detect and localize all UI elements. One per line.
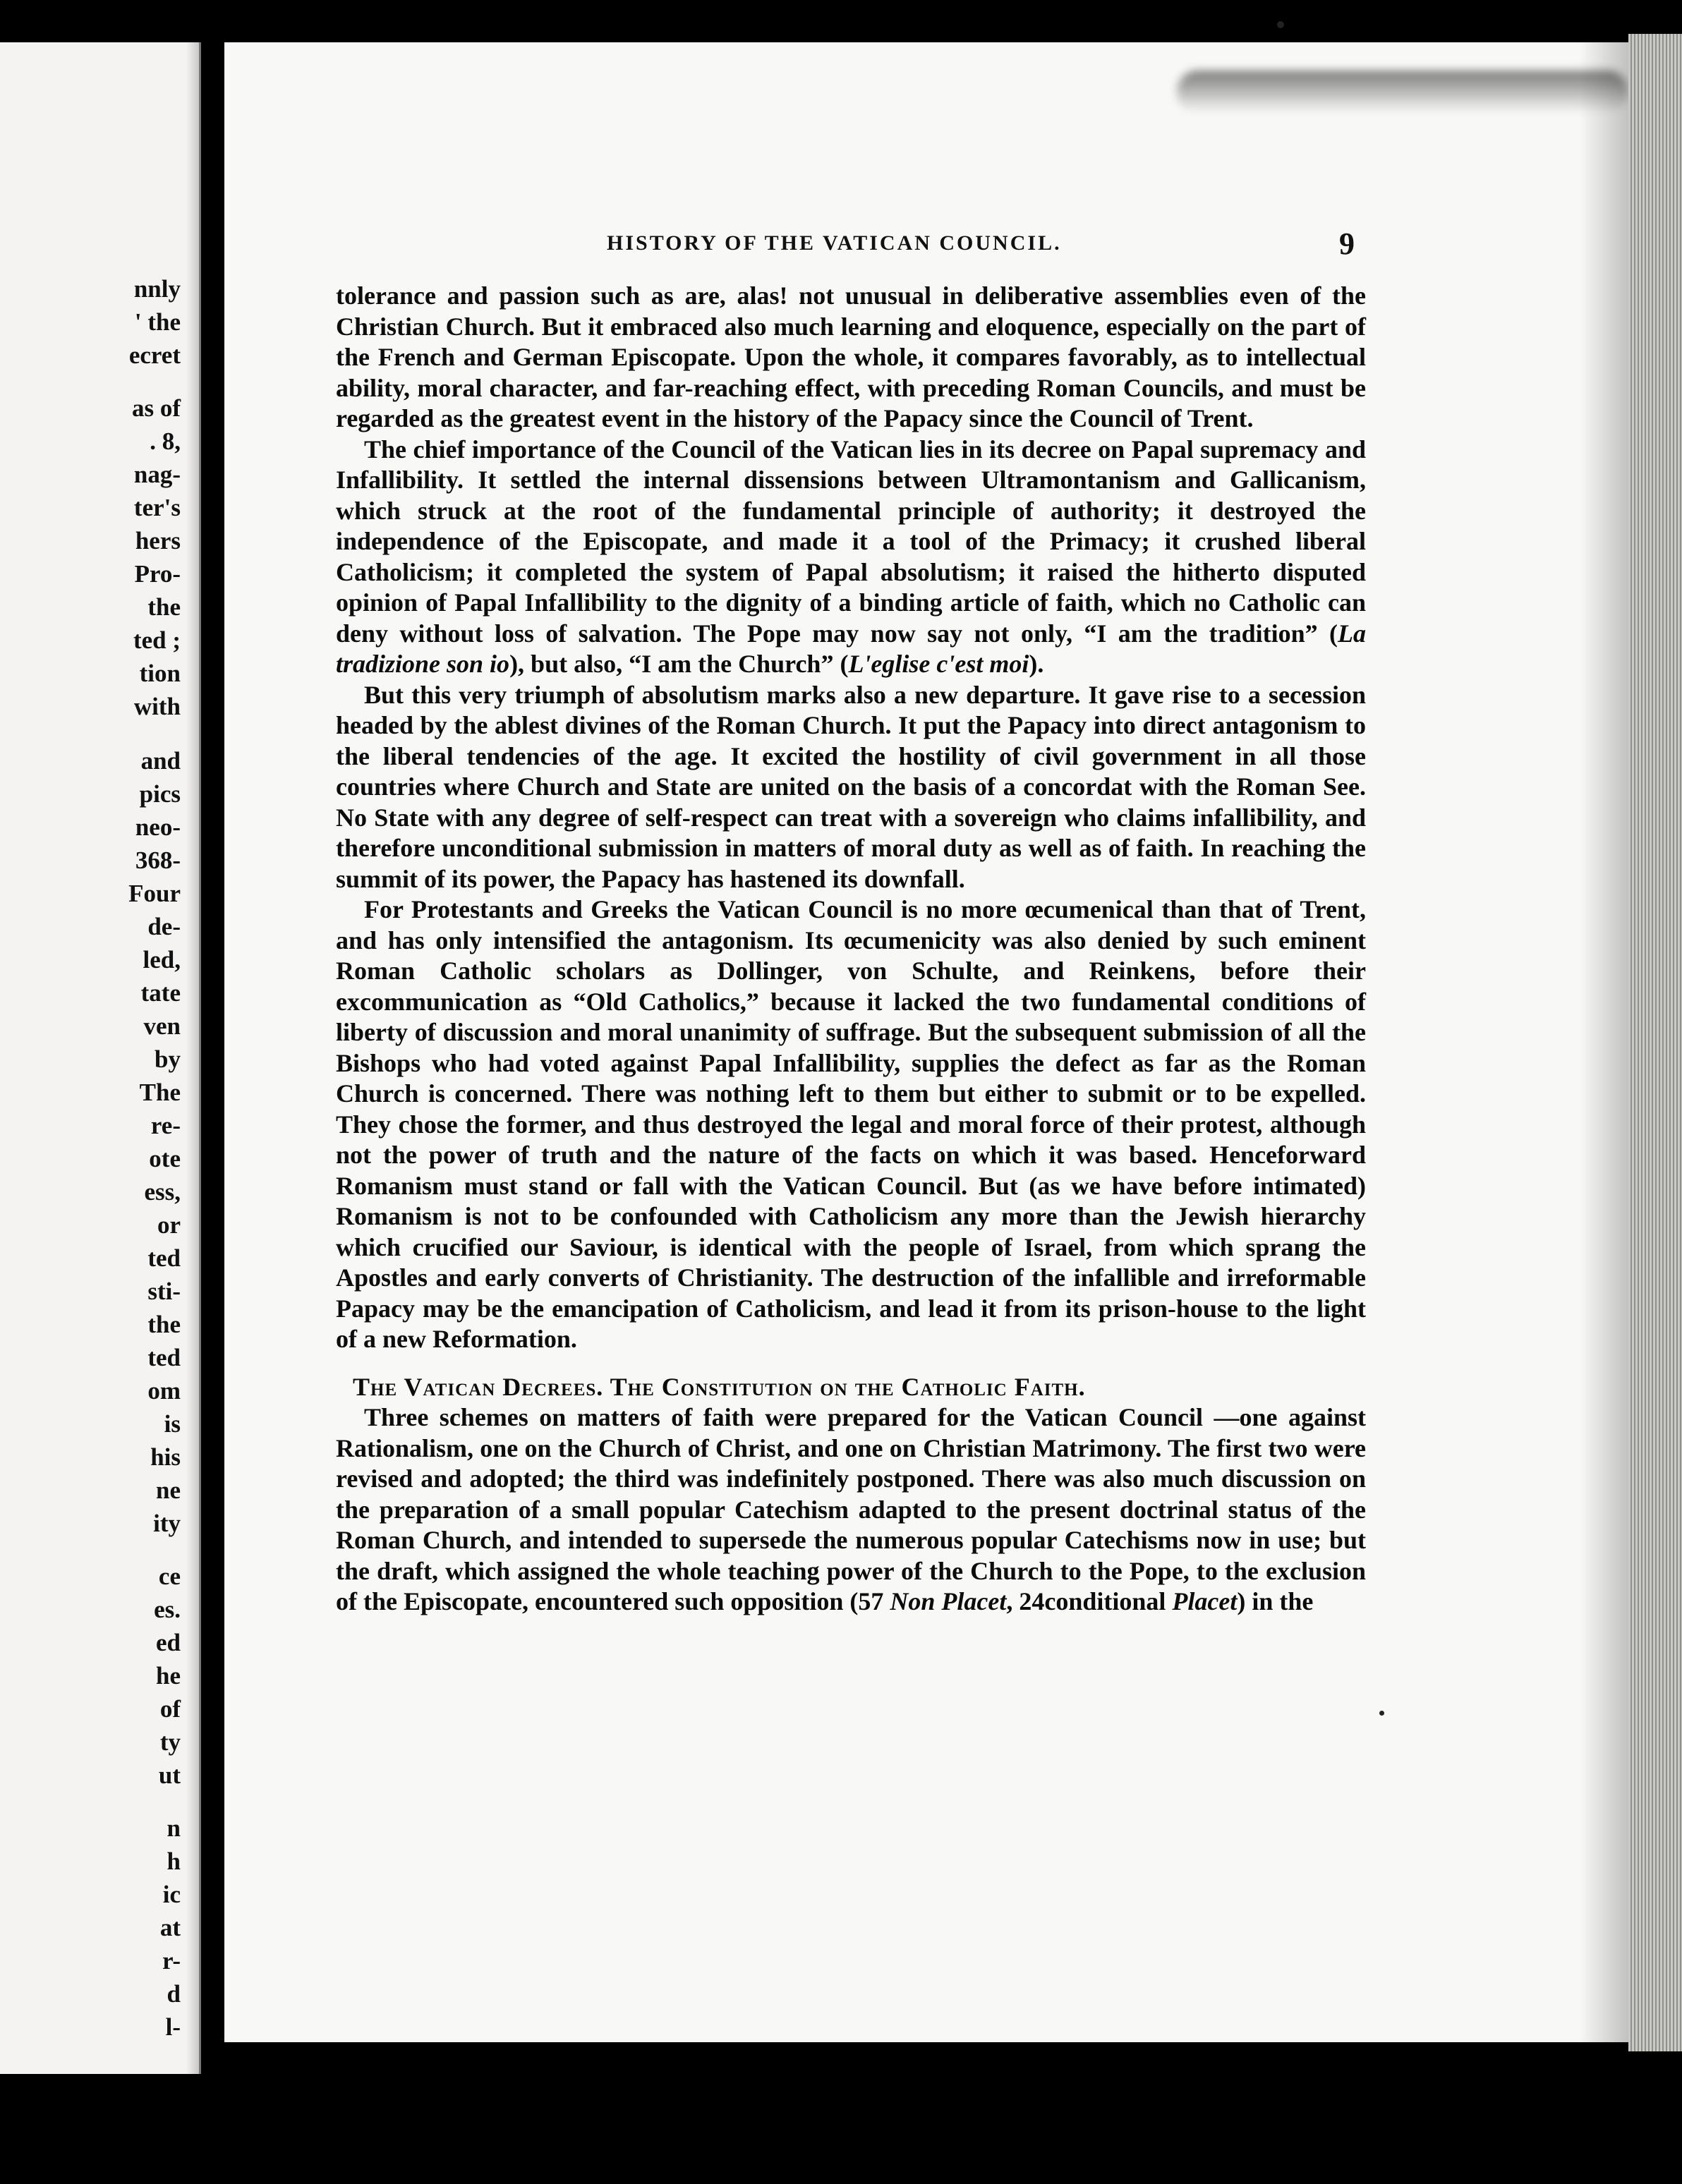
left-page-fragment: . 8, (150, 427, 181, 455)
left-page-fragment: pics (139, 780, 181, 808)
left-page-fragment: ote (149, 1145, 181, 1172)
paragraph-text: ), but also, “I am the Church” ( (509, 650, 849, 678)
left-page-fragment: at (159, 1914, 181, 1941)
left-page-fragment: n (167, 1814, 181, 1842)
paragraph-continuation: tolerance and passion such as are, alas! not unusual in deliberative assemblies even of the Christian Church. But it embraced also much learning and eloquence, especially on the part of the French and German Episcopate. Upon the whole, it compares favorably, as to intellectual ability, moral character, and far-reaching effect, with preceding Roman Councils, and must be regarded as the greatest event in the history of the Papacy since the Council of Trent. (336, 281, 1366, 432)
left-page-fragment: ed (156, 1629, 181, 1656)
left-page-fragment: om (147, 1377, 181, 1405)
left-page-fragment: hers (135, 527, 181, 554)
left-page-fragment: led, (143, 946, 181, 973)
paragraph-three-schemes (336, 1402, 1366, 1618)
running-head: HISTORY OF THE VATICAN COUNCIL. (607, 231, 1062, 255)
left-page-fragment: ven (143, 1012, 181, 1040)
left-page-fragment: ted ; (133, 626, 181, 654)
left-page-fragment: ecret (128, 341, 181, 369)
left-page-fragment: sti- (147, 1278, 181, 1305)
left-page-fragment: ne (156, 1476, 181, 1504)
left-page-fragment: r- (162, 1947, 181, 1974)
section-heading: The Vatican Decrees. The Constitution on the Catholic Faith. (353, 1372, 1086, 1401)
paragraph-text: Three schemes on matters of faith were prepared for the Vatican Council —one against Rationalism, one on the Church of Christ, and one on Christian Matrimony. The first two were revised and adopted; the third was indefinitely postponed. There was also much discussion on the preparation of a small popular Catechism adapted to the present doctrinal status of the Roman Church, and intended to supersede the numerous popular Catechisms now in use; but the draft, which assigned the whole teaching power of the Church to the Pope, to the exclusion of the Episcopate, encountered such opposition (57 (336, 1403, 1366, 1615)
paragraph-text: ). (1029, 650, 1044, 678)
page-number: 9 (1339, 226, 1355, 261)
italic-phrase: L'eglise c'est moi (848, 650, 1029, 678)
left-page-fragment: nag- (133, 461, 181, 488)
left-page-fragment: and (140, 747, 181, 775)
scan-smudge (1177, 71, 1628, 113)
left-page-fragment: es. (154, 1596, 181, 1623)
left-page-fragment: ess, (144, 1178, 181, 1206)
paragraph-text: , 24conditional (1006, 1587, 1173, 1615)
left-page-fragment: ity (153, 1510, 181, 1537)
left-page-fragment: de- (147, 913, 181, 940)
left-page-fragment: h (167, 1848, 181, 1875)
left-page-fragment: the (147, 593, 181, 621)
left-page-fragment: ic (162, 1881, 181, 1908)
left-page-fragment: l- (165, 2013, 181, 2041)
left-page-fragment: nnly (133, 275, 181, 303)
left-page-fragment: with (133, 693, 181, 720)
left-facing-page (0, 42, 201, 2074)
paragraph-new-departure: But this very triumph of absolutism marks also a new departure. It gave rise to a secession headed by the ablest divines of the Roman Church. It put the Papacy into direct antagonism to the liberal tendencies of the age. It excited the hostility of civil government in all those countries where Church and State are united on the basis of a concordat with the Roman See. No State with any degree of self-respect can treat with a sovereign who claims infallibility, and therefore unconditional submission in matters of moral duty as well as of faith. In reaching the summit of its power, the Papacy has hastened its downfall. (336, 680, 1366, 893)
left-page-fragment: ted (147, 1344, 181, 1371)
left-page-fragment: is (164, 1410, 181, 1438)
page-edge-stack (1628, 34, 1682, 2051)
page-edge-shadow (1579, 42, 1628, 2042)
italic-phrase: Placet (1172, 1587, 1238, 1615)
left-page-fragment: by (155, 1045, 181, 1073)
left-page-fragment: tate (140, 979, 181, 1007)
left-page-fragment: neo- (135, 813, 181, 841)
scan-speck (1277, 21, 1284, 28)
italic-phrase: Non Placet (890, 1587, 1007, 1615)
left-page-fragment: or (157, 1211, 181, 1239)
left-page-fragment: ce (158, 1563, 181, 1590)
left-page-fragment: re- (150, 1112, 181, 1139)
body-text (336, 281, 1366, 1618)
left-page-fragment: he (156, 1662, 181, 1689)
left-page-fragment: ut (158, 1761, 181, 1789)
left-page-fragment: ter's (133, 494, 181, 521)
paragraph-protestants-greeks: For Protestants and Greeks the Vatican Council is no more œcumenical than that of Trent, and has only intensified the antagonism. Its œcumenicity was also denied by such eminent Roman Catholic scholars as Dollinger, von Schulte, and Reinkens, before their excommunication as “Old Catholics,” because it lacked the two fundamental conditions of liberty of discussion and moral unanimity of suffrage. But the subsequent submission of all the Bishops who had voted against Papal Infallibility, supplies the defect as far as the Roman Church is concerned. There was nothing left to them but either to submit or to be expelled. They chose the former, and thus destroyed the legal and moral force of their protest, although not the power of truth and the nature of the facts on which it was based. Henceforward Romanism must stand or fall with the Vatican Council. But (as we have before intimated) Romanism is not to be confounded with Catholicism any more than the Jewish hierarchy which crucified our Saviour, is identical with the people of Israel, from which sprang the Apostles and early converts of Christianity. The destruction of the infallible and irreformable Papacy may be the emancipation of Catholicism, and lead it from its prison-house to the light of a new Reformation. (336, 895, 1366, 1353)
left-page-fragment: ty (159, 1728, 181, 1756)
left-page-fragment: of (159, 1695, 181, 1723)
left-page-fragment: 368- (135, 847, 181, 874)
paragraph-text: ) in the (1237, 1587, 1314, 1615)
left-page-fragment: Four (128, 880, 181, 907)
left-page-fragment: the (147, 1311, 181, 1338)
left-page-fragment: The (139, 1079, 181, 1106)
italic-phrase: La tradizione son io (336, 619, 1366, 678)
left-page-fragment: d (167, 1980, 181, 2008)
left-page-fragment: Pro- (134, 560, 181, 588)
left-page-fragment: his (150, 1443, 181, 1471)
page-header (607, 226, 1355, 268)
left-page-fragment: ' the (134, 308, 181, 336)
left-page-fragment: as of (131, 394, 181, 422)
left-page-fragment: tion (139, 660, 181, 687)
scan-speck (1379, 1711, 1384, 1716)
paragraph-text: The chief importance of the Council of the Vatican lies in its decree on Papal supremacy and Infallibility. It settled the internal dissensions between Ultramontanism and Gallicanism, which struck at the root of the fundamental principle of authority; it destroyed the independence of the Episcopate, and made it a tool of the Primacy; it crushed liberal Catholicism; it completed the system of Papal absolutism; it raised the hitherto disputed opinion of Papal Infallibility to the dignity of a binding article of faith, which no Catholic can deny without loss of salvation. The Pope may now say not only, “I am the tradition” ( (336, 435, 1366, 648)
paragraph-chief-importance (336, 435, 1366, 680)
gutter-shadow (186, 42, 199, 2074)
left-page-fragment: ted (147, 1244, 181, 1272)
